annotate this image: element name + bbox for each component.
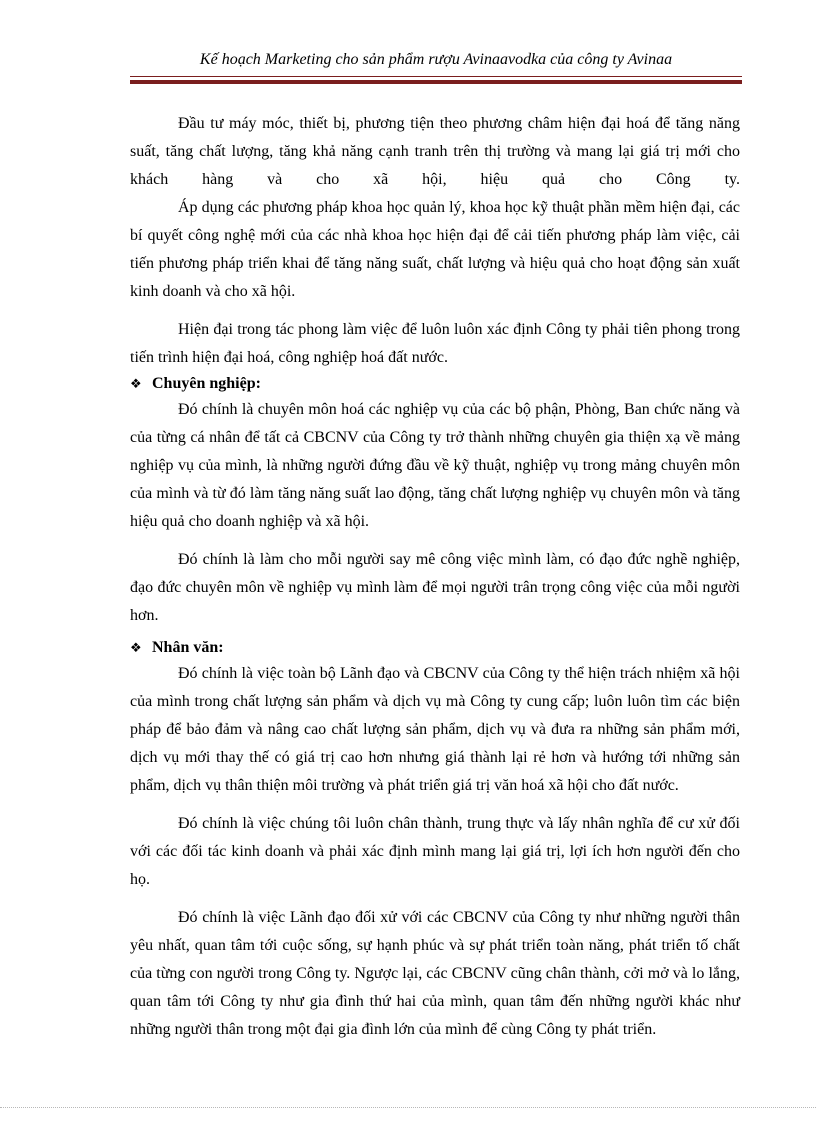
header-rule-thick <box>130 80 742 84</box>
diamond-bullet-icon: ❖ <box>130 640 142 655</box>
paragraph-scientific-methods: Áp dụng các phương pháp khoa học quản lý, khoa học kỹ thuật phần mềm hiện đại, các bí quyết công nghệ mới của các nhà khoa học hiện đại để cải tiến phương pháp làm việc, cải tiến phương pháp triển khai để tăng năng suất, chất lượng và hiệu quả cho hoạt động sản xuất kinh doanh và cho xã hội. <box>130 199 740 300</box>
section-heading-professional <box>130 372 740 396</box>
paragraph-employee-care: Đó chính là việc Lãnh đạo đối xử với các CBCNV của Công ty như những người thân yêu nhất, quan tâm tới cuộc sống, sự hạnh phúc và sự phát triển toàn năng, phát triển tố chất của từng con người trong Công ty. Ngược lại, các CBCNV cũng chân thành, cởi mở và lo lắng, quan tâm tới Công ty như gia đình thứ hai của mình, quan tâm đến những người khác như những người thân trong một đại gia đình lớn của mình để cùng Công ty phát triển. <box>130 909 740 1038</box>
paragraph-honesty: Đó chính là việc chúng tôi luôn chân thành, trung thực và lấy nhân nghĩa để cư xử đối với các đối tác kinh doanh và phải xác định mình mang lại giá trị, lợi ích hơn người đến cho họ. <box>130 815 740 888</box>
paragraph-passion: Đó chính là làm cho mỗi người say mê công việc mình làm, có đạo đức nghề nghiệp, đạo đức chuyên môn về nghiệp vụ mình làm để mọi người trân trọng công việc của mỗi người hơn. <box>130 551 740 624</box>
page-header-title: Kế hoạch Marketing cho sản phẩm rượu Avinaavodka của công ty Avinaa <box>199 51 673 68</box>
section-heading-humanity <box>130 636 740 660</box>
header-rule-thin <box>130 76 742 77</box>
section-heading-text: Chuyên nghiệp: <box>152 375 261 392</box>
footer-dotted-line <box>0 1107 816 1108</box>
paragraph-social-responsibility: Đó chính là việc toàn bộ Lãnh đạo và CBCNV của Công ty thể hiện trách nhiệm xã hội của mình trong chất lượng sản phẩm và dịch vụ mà Công ty cung cấp; luôn luôn tìm các biện pháp để bảo đảm và nâng cao chất lượng sản phẩm, dịch vụ và đưa ra những sản phẩm mới, dịch vụ mới thay thế có giá trị cao hơn nhưng giá thành lại rẻ hơn và hướng tới những sản phẩm, dịch vụ thân thiện môi trường và phát triển giá trị văn hoá xã hội cho đất nước. <box>130 665 740 794</box>
paragraph-modernization-investment: Đầu tư máy móc, thiết bị, phương tiện theo phương châm hiện đại hoá để tăng năng suất, tăng chất lượng, tăng khả năng cạnh tranh trên thị trường và mang lại giá trị mới cho khách hàng và cho xã hội, hiệu quả cho Công ty. <box>130 115 740 188</box>
document-body <box>130 110 740 1044</box>
paragraph-modern-style: Hiện đại trong tác phong làm việc để luôn luôn xác định Công ty phải tiên phong trong tiến trình hiện đại hoá, công nghiệp hoá đất nước. <box>130 321 740 366</box>
diamond-bullet-icon: ❖ <box>130 376 142 391</box>
paragraph-specialization: Đó chính là chuyên môn hoá các nghiệp vụ của các bộ phận, Phòng, Ban chức năng và của từng cá nhân để tất cả CBCNV của Công ty trở thành những chuyên gia thiện xạ về mảng nghiệp vụ của mình, là những người đứng đầu về kỹ thuật, nghiệp vụ trong mảng chuyên môn của mình và từ đó làm tăng năng suất lao động, tăng chất lượng nghiệp vụ chuyên môn và tăng hiệu quả cho doanh nghiệp và xã hội. <box>130 401 740 530</box>
section-heading-text: Nhân văn: <box>152 639 224 656</box>
